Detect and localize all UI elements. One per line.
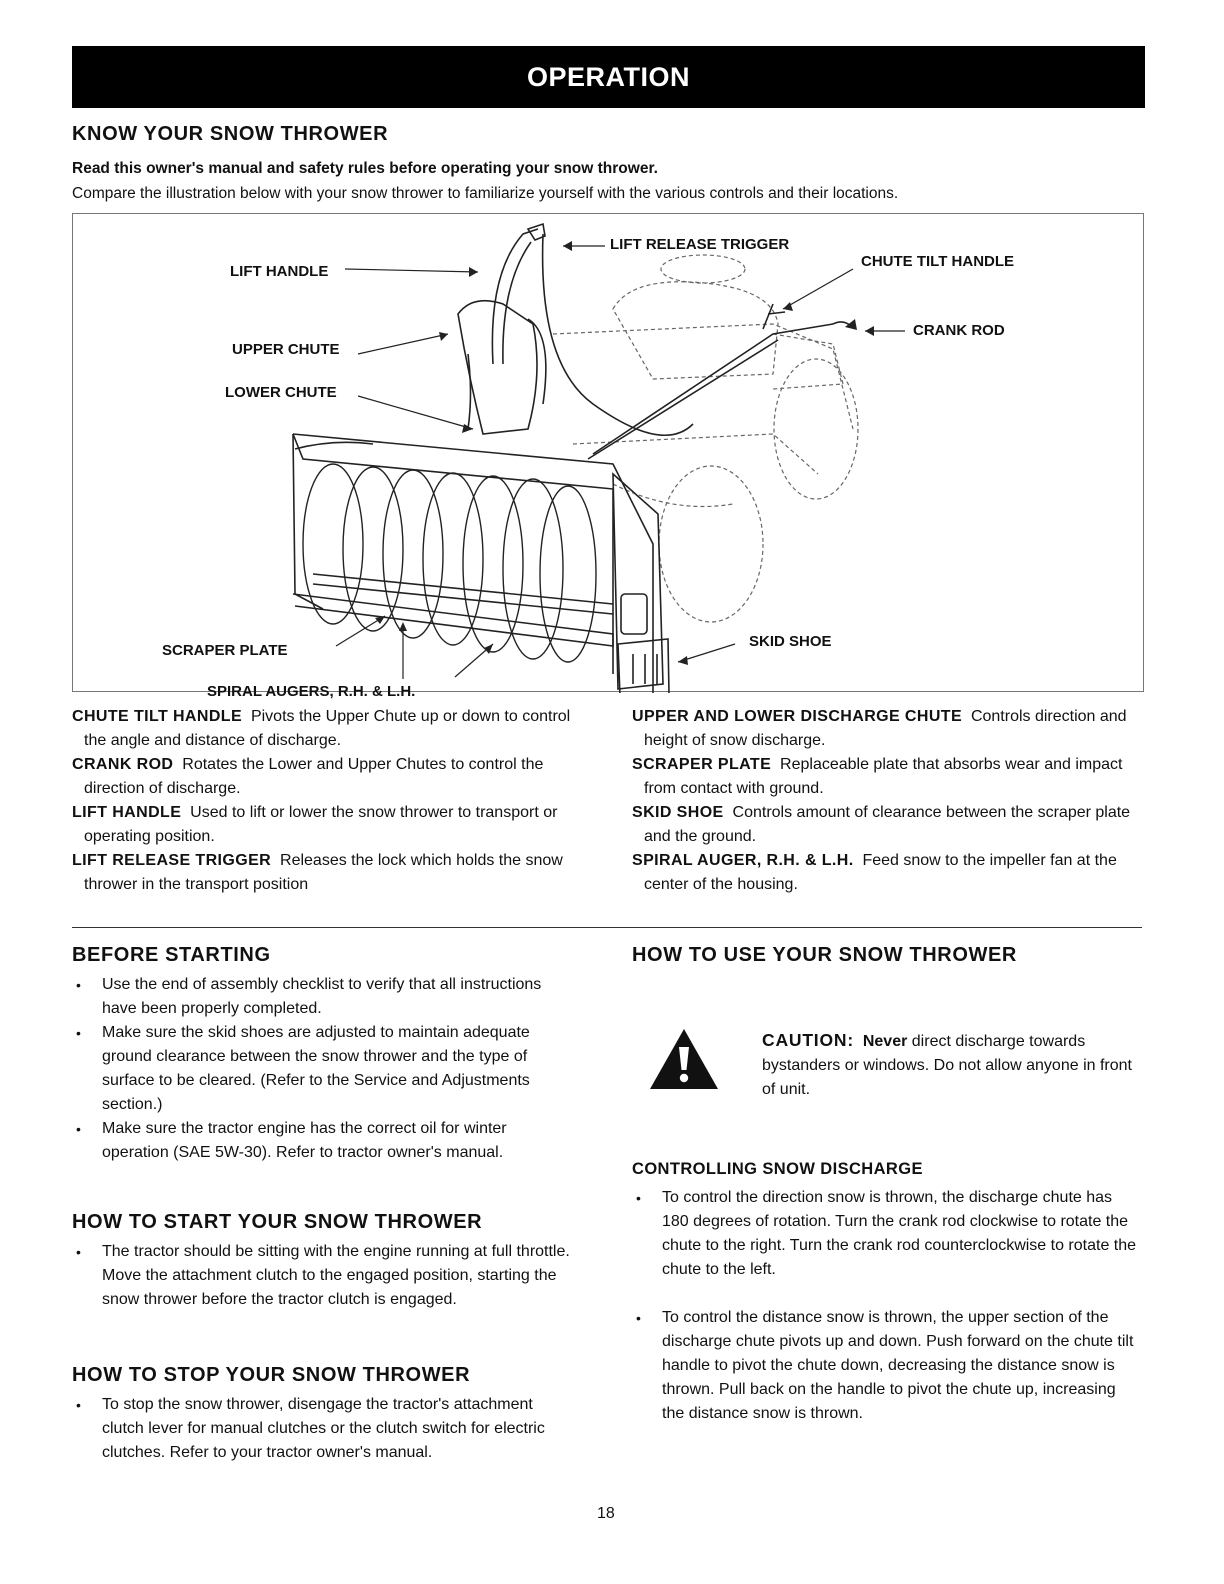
label-chute-tilt-handle: CHUTE TILT HANDLE bbox=[861, 253, 1015, 270]
definition-item bbox=[72, 753, 592, 801]
definition-text: Pivots the Upper Chute up or down to control the angle and distance of discharge. bbox=[84, 708, 571, 749]
page-number: 18 bbox=[597, 1505, 615, 1522]
how-stop-title: HOW TO STOP YOUR SNOW THROWER bbox=[72, 1364, 471, 1386]
controlling-discharge-title: CONTROLLING SNOW DISCHARGE bbox=[632, 1160, 923, 1178]
caution-never: Never bbox=[862, 1033, 908, 1050]
definition-item bbox=[72, 849, 592, 897]
definition-term: CHUTE TILT HANDLE bbox=[72, 708, 243, 725]
definition-term: LIFT RELEASE TRIGGER bbox=[72, 852, 272, 869]
caution-label: CAUTION: bbox=[762, 1030, 854, 1050]
definition-item bbox=[632, 705, 1132, 753]
how-start-list bbox=[72, 1240, 572, 1312]
definition-term: SPIRAL AUGER, R.H. & L.H. bbox=[632, 852, 854, 869]
definition-term: CRANK ROD bbox=[72, 756, 174, 773]
list-item: • Make sure the skid shoes are adjusted to maintain adequate ground clearance between the snow thrower and the type of surface to be cleared. (Refer to the Service and Adjustments section.) bbox=[72, 1021, 572, 1117]
label-scraper-plate: SCRAPER PLATE bbox=[162, 642, 288, 659]
definition-item bbox=[72, 801, 592, 849]
label-spiral-augers: SPIRAL AUGERS, R.H. & L.H. bbox=[207, 683, 416, 700]
know-intro: Compare the illustration below with your snow thrower to familiarize yourself with the various controls and their locations. bbox=[72, 185, 899, 202]
list-item: • To control the direction snow is thrown, the discharge chute has 180 degrees of rotation. Turn the crank rod clockwise to rotate the chute to the right. Turn the crank rod counterclockwise to rotate the chute to the left. bbox=[632, 1186, 1137, 1282]
definition-text: Releases the lock which holds the snow thrower in the transport position bbox=[84, 852, 563, 893]
know-intro-bold: Read this owner's manual and safety rules before operating your snow thrower. bbox=[72, 160, 658, 177]
definitions-left bbox=[72, 705, 592, 897]
list-item: • The tractor should be sitting with the engine running at full throttle. Move the attachment clutch to the engaged position, starting the snow thrower before the tractor clutch is engaged. bbox=[72, 1240, 572, 1312]
definition-item bbox=[632, 801, 1132, 849]
warning-triangle-icon bbox=[648, 1027, 720, 1096]
label-upper-chute: UPPER CHUTE bbox=[232, 341, 340, 358]
definition-text: Used to lift or lower the snow thrower to transport or operating position. bbox=[84, 804, 558, 845]
list-item: • To control the distance snow is thrown, the upper section of the discharge chute pivots up and down. Push forward on the chute tilt handle to pivot the chute down, decreasing the distance snow is thrown. Pull back on the handle to pivot the chute up, increasing the distance snow is thrown. bbox=[632, 1306, 1137, 1426]
before-starting-title: BEFORE STARTING bbox=[72, 944, 271, 966]
label-skid-shoe: SKID SHOE bbox=[749, 633, 832, 650]
label-lift-release-trigger: LIFT RELEASE TRIGGER bbox=[610, 236, 790, 253]
definition-text: Controls amount of clearance between the scraper plate and the ground. bbox=[644, 804, 1131, 845]
label-lift-handle: LIFT HANDLE bbox=[230, 263, 329, 280]
definition-text: Replaceable plate that absorbs wear and impact from contact with ground. bbox=[644, 756, 1123, 797]
how-stop-list bbox=[72, 1393, 572, 1465]
definition-term: SKID SHOE bbox=[632, 804, 724, 821]
definition-item bbox=[632, 753, 1132, 801]
snow-thrower-drawing bbox=[73, 214, 1145, 693]
snow-thrower-illustration bbox=[72, 213, 1144, 700]
list-item: • Make sure the tractor engine has the correct oil for winter operation (SAE 5W-30). Refer to tractor owner's manual. bbox=[72, 1117, 572, 1165]
list-item: • To stop the snow thrower, disengage the tractor's attachment clutch lever for manual clutches or the clutch switch for electric clutches. Refer to your tractor owner's manual. bbox=[72, 1393, 572, 1465]
before-starting-list bbox=[72, 973, 572, 1165]
definitions-right bbox=[632, 705, 1132, 897]
know-title: KNOW YOUR SNOW THROWER bbox=[72, 123, 389, 145]
definition-item bbox=[72, 705, 592, 753]
definition-term: LIFT HANDLE bbox=[72, 804, 182, 821]
caution-text: direct discharge towards bystanders or windows. Do not allow anyone in front of unit. bbox=[762, 1033, 1132, 1098]
how-start-title: HOW TO START YOUR SNOW THROWER bbox=[72, 1211, 483, 1233]
label-lower-chute: LOWER CHUTE bbox=[225, 384, 337, 401]
definition-item bbox=[632, 849, 1132, 897]
definition-term: UPPER AND LOWER DISCHARGE CHUTE bbox=[632, 708, 963, 725]
list-item: • Use the end of assembly checklist to verify that all instructions have been properly completed. bbox=[72, 973, 572, 1021]
section-divider bbox=[72, 927, 1142, 928]
controlling-discharge-list bbox=[632, 1186, 1137, 1426]
label-crank-rod: CRANK ROD bbox=[913, 322, 1005, 339]
caution-message bbox=[762, 1028, 1132, 1102]
definition-term: SCRAPER PLATE bbox=[632, 756, 772, 773]
how-use-title: HOW TO USE YOUR SNOW THROWER bbox=[632, 944, 1017, 966]
definition-text: Rotates the Lower and Upper Chutes to control the direction of discharge. bbox=[84, 756, 544, 797]
section-banner: OPERATION bbox=[72, 46, 1145, 108]
definition-text: Controls direction and height of snow discharge. bbox=[644, 708, 1127, 749]
definition-text: Feed snow to the impeller fan at the center of the housing. bbox=[644, 852, 1117, 893]
